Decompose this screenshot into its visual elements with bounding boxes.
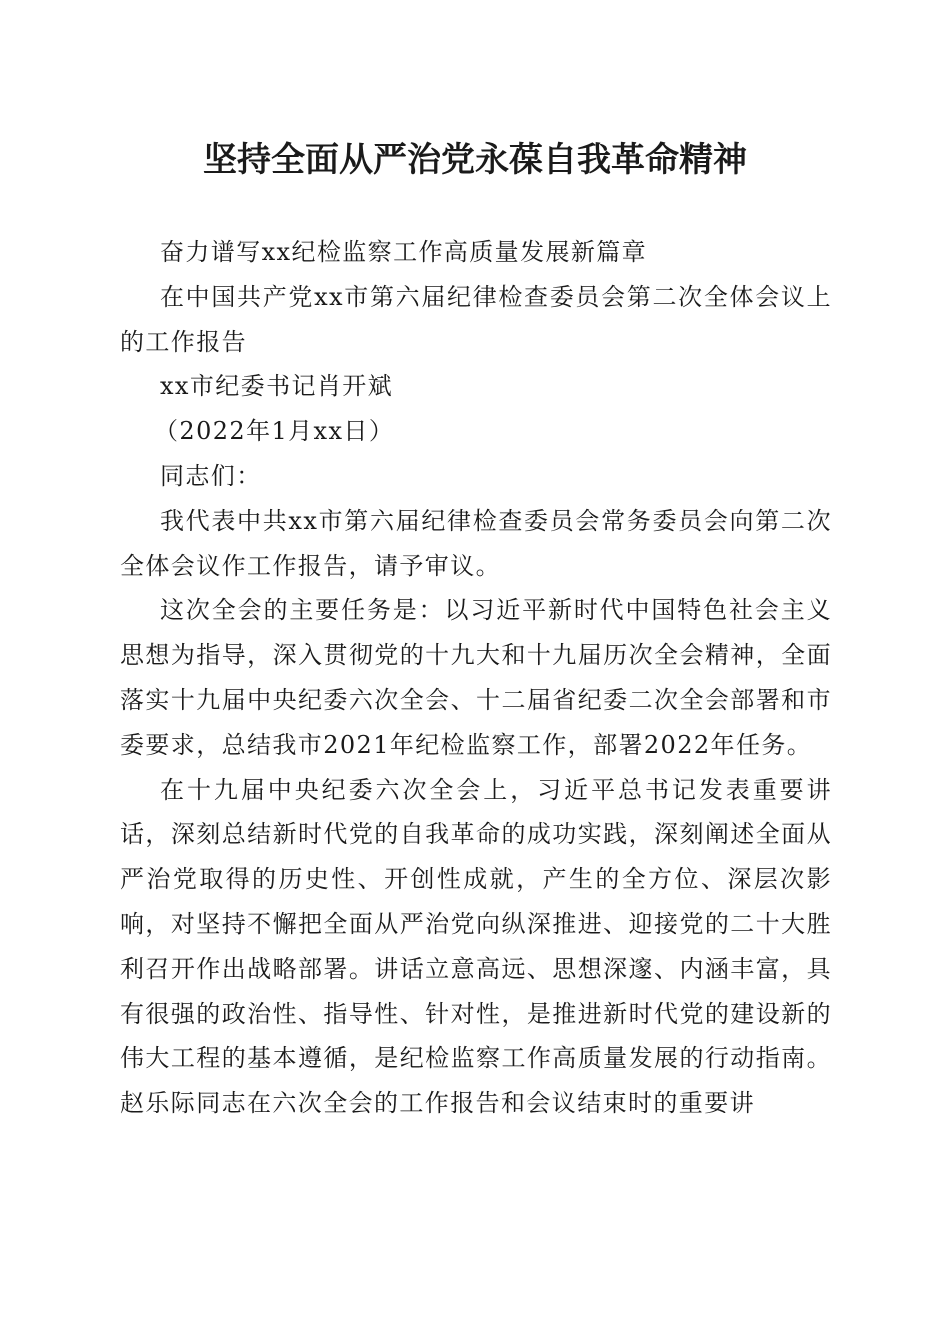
author-paragraph: xx市纪委书记肖开斌 [160,372,394,401]
report-heading-paragraph: 在中国共产党xx市第六届纪律检查委员会第二次全体会议上的工作报告 [120,282,832,356]
date-paragraph: （2022年1月xx日） [154,417,395,446]
document-body [120,230,832,1126]
body-paragraph: 这次全会的主要任务是：以习近平新时代中国特色社会主义思想为指导，深入贯彻党的十九大和十九届历次全会精神，全面落实十九届中央纪委六次全会、十二届省纪委二次全会部署和市委要求，总结我市2021年纪检监察工作，部署2022年任务。 [120,596,832,759]
salutation-paragraph: 同志们： [160,461,262,490]
subtitle-paragraph: 奋力谱写xx纪检监察工作高质量发展新篇章 [160,238,648,266]
body-paragraph: 在十九届中央纪委六次全会上，习近平总书记发表重要讲话，深刻总结新时代党的自我革命的成功实践，深刻阐述全面从严治党取得的历史性、开创性成就，产生的全方位、深层次影响，对坚持不懈把全面从严治党向纵深推进、迎接党的二十大胜利召开作出战略部署。讲话立意高远、思想深邃、内涵丰富，具有很强的政治性、指导性、针对性，是推进新时代党的建设新的伟大工程的基本遵循，是纪检监察工作高质量发展的行动指南。赵乐际同志在六次全会的工作报告和会议结束时的重要讲 [120,775,832,1118]
document-title: 坚持全面从严治党永葆自我革命精神 [203,140,747,180]
body-paragraph: 我代表中共xx市第六届纪律检查委员会常务委员会向第二次全体会议作工作报告，请予审议。 [120,506,832,580]
